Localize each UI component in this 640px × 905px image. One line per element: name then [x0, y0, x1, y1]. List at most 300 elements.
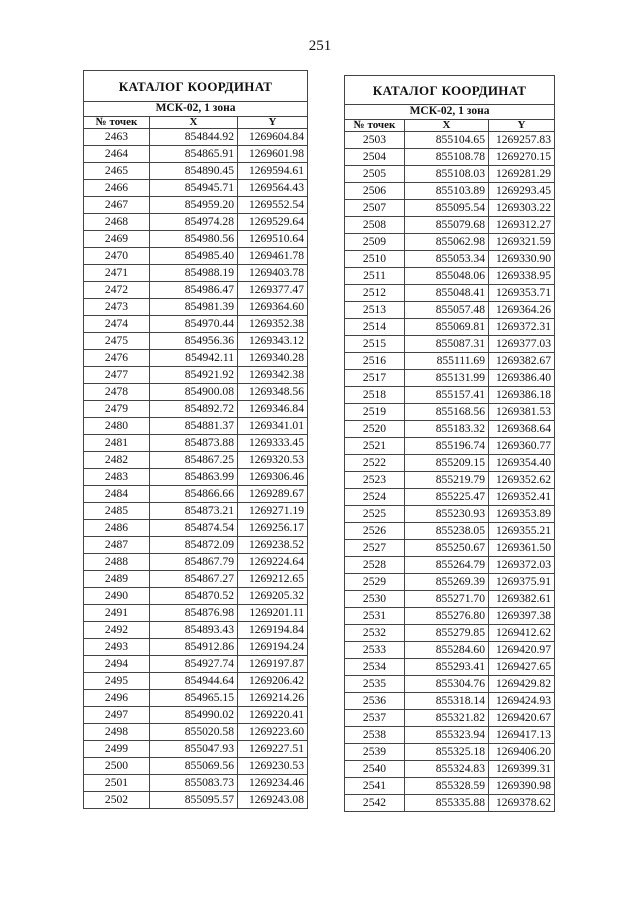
table-row [84, 520, 308, 537]
y-coordinate-cell: 1269214.26 [238, 690, 308, 707]
point-number-cell: 2537 [345, 710, 405, 727]
y-coordinate-cell: 1269205.32 [238, 588, 308, 605]
point-number-cell: 2542 [345, 795, 405, 812]
x-coordinate-cell: 855057.48 [405, 302, 489, 319]
point-number-cell: 2521 [345, 438, 405, 455]
point-number-cell: 2532 [345, 625, 405, 642]
y-coordinate-cell: 1269330.90 [489, 251, 555, 268]
y-coordinate-cell: 1269427.65 [489, 659, 555, 676]
zone-subtitle: МСК-02, 1 зона [345, 105, 555, 120]
x-coordinate-cell: 854990.02 [150, 707, 238, 724]
table-row [345, 166, 555, 183]
point-number-cell: 2498 [84, 724, 150, 741]
x-coordinate-cell: 855131.99 [405, 370, 489, 387]
x-coordinate-cell: 855108.78 [405, 149, 489, 166]
y-coordinate-cell: 1269341.01 [238, 418, 308, 435]
point-number-cell: 2539 [345, 744, 405, 761]
x-coordinate-cell: 855304.76 [405, 676, 489, 693]
table-row [84, 214, 308, 231]
x-coordinate-cell: 855325.18 [405, 744, 489, 761]
point-number-cell: 2506 [345, 183, 405, 200]
table-row [345, 404, 555, 421]
point-number-cell: 2501 [84, 775, 150, 792]
y-coordinate-cell: 1269281.29 [489, 166, 555, 183]
y-coordinate-cell: 1269604.84 [238, 129, 308, 146]
y-coordinate-cell: 1269227.51 [238, 741, 308, 758]
table-row [84, 452, 308, 469]
point-number-cell: 2535 [345, 676, 405, 693]
table-row [84, 571, 308, 588]
y-coordinate-cell: 1269354.40 [489, 455, 555, 472]
point-number-cell: 2486 [84, 520, 150, 537]
x-coordinate-cell: 855209.15 [405, 455, 489, 472]
table-row [345, 795, 555, 812]
x-coordinate-cell: 854844.92 [150, 129, 238, 146]
point-number-cell: 2487 [84, 537, 150, 554]
point-number-cell: 2529 [345, 574, 405, 591]
table-row [84, 435, 308, 452]
table-row [345, 642, 555, 659]
y-coordinate-cell: 1269564.43 [238, 180, 308, 197]
y-coordinate-cell: 1269342.38 [238, 367, 308, 384]
x-coordinate-cell: 855335.88 [405, 795, 489, 812]
point-number-cell: 2517 [345, 370, 405, 387]
y-coordinate-cell: 1269306.46 [238, 469, 308, 486]
y-coordinate-cell: 1269224.64 [238, 554, 308, 571]
y-coordinate-cell: 1269243.08 [238, 792, 308, 809]
column-header-y: Y [489, 120, 555, 132]
point-number-cell: 2505 [345, 166, 405, 183]
table-row [84, 537, 308, 554]
x-coordinate-cell: 855020.58 [150, 724, 238, 741]
point-number-cell: 2508 [345, 217, 405, 234]
y-coordinate-cell: 1269386.18 [489, 387, 555, 404]
x-coordinate-cell: 854900.08 [150, 384, 238, 401]
point-number-cell: 2488 [84, 554, 150, 571]
table-row [84, 486, 308, 503]
y-coordinate-cell: 1269289.67 [238, 486, 308, 503]
table-row [345, 285, 555, 302]
point-number-cell: 2480 [84, 418, 150, 435]
table-row [84, 605, 308, 622]
table-row [345, 132, 555, 149]
y-coordinate-cell: 1269293.45 [489, 183, 555, 200]
table-row [84, 554, 308, 571]
point-number-cell: 2538 [345, 727, 405, 744]
point-number-cell: 2530 [345, 591, 405, 608]
table-row [345, 625, 555, 642]
table-row [84, 129, 308, 146]
table-row [345, 370, 555, 387]
point-number-cell: 2497 [84, 707, 150, 724]
y-coordinate-cell: 1269382.61 [489, 591, 555, 608]
table-row [345, 523, 555, 540]
y-coordinate-cell: 1269397.38 [489, 608, 555, 625]
x-coordinate-cell: 854921.92 [150, 367, 238, 384]
y-coordinate-cell: 1269403.78 [238, 265, 308, 282]
x-coordinate-cell: 855293.41 [405, 659, 489, 676]
x-coordinate-cell: 855083.73 [150, 775, 238, 792]
y-coordinate-cell: 1269201.11 [238, 605, 308, 622]
column-header-x: X [150, 117, 238, 129]
table-row [84, 639, 308, 656]
column-header-y: Y [238, 117, 308, 129]
y-coordinate-cell: 1269197.87 [238, 656, 308, 673]
table-row [345, 353, 555, 370]
point-number-cell: 2468 [84, 214, 150, 231]
y-coordinate-cell: 1269194.84 [238, 622, 308, 639]
table-row [345, 268, 555, 285]
point-number-cell: 2531 [345, 608, 405, 625]
catalog-title: КАТАЛОГ КООРДИНАТ [345, 76, 555, 105]
y-coordinate-cell: 1269343.12 [238, 333, 308, 350]
point-number-cell: 2509 [345, 234, 405, 251]
y-coordinate-cell: 1269594.61 [238, 163, 308, 180]
point-number-cell: 2525 [345, 506, 405, 523]
point-number-cell: 2511 [345, 268, 405, 285]
y-coordinate-cell: 1269353.89 [489, 506, 555, 523]
y-coordinate-cell: 1269234.46 [238, 775, 308, 792]
y-coordinate-cell: 1269238.52 [238, 537, 308, 554]
point-number-cell: 2503 [345, 132, 405, 149]
column-header-x: X [405, 120, 489, 132]
y-coordinate-cell: 1269461.78 [238, 248, 308, 265]
y-coordinate-cell: 1269321.59 [489, 234, 555, 251]
y-coordinate-cell: 1269230.53 [238, 758, 308, 775]
x-coordinate-cell: 855196.74 [405, 438, 489, 455]
x-coordinate-cell: 854870.52 [150, 588, 238, 605]
table-row [345, 489, 555, 506]
point-number-cell: 2523 [345, 472, 405, 489]
point-number-cell: 2474 [84, 316, 150, 333]
x-coordinate-cell: 854867.27 [150, 571, 238, 588]
x-coordinate-cell: 854873.21 [150, 503, 238, 520]
point-number-cell: 2464 [84, 146, 150, 163]
table-row [84, 299, 308, 316]
y-coordinate-cell: 1269340.28 [238, 350, 308, 367]
table-row [84, 758, 308, 775]
y-coordinate-cell: 1269360.77 [489, 438, 555, 455]
table-row [84, 673, 308, 690]
x-coordinate-cell: 854981.39 [150, 299, 238, 316]
table-row [84, 231, 308, 248]
y-coordinate-cell: 1269399.31 [489, 761, 555, 778]
point-number-cell: 2514 [345, 319, 405, 336]
point-number-cell: 2479 [84, 401, 150, 418]
x-coordinate-cell: 855279.85 [405, 625, 489, 642]
table-row [84, 197, 308, 214]
table-row [84, 350, 308, 367]
x-coordinate-cell: 854986.47 [150, 282, 238, 299]
y-coordinate-cell: 1269338.95 [489, 268, 555, 285]
y-coordinate-cell: 1269223.60 [238, 724, 308, 741]
table-row [84, 180, 308, 197]
point-number-cell: 2478 [84, 384, 150, 401]
point-number-cell: 2469 [84, 231, 150, 248]
y-coordinate-cell: 1269194.24 [238, 639, 308, 656]
table-row [345, 149, 555, 166]
point-number-cell: 2489 [84, 571, 150, 588]
x-coordinate-cell: 855269.39 [405, 574, 489, 591]
x-coordinate-cell: 854890.45 [150, 163, 238, 180]
x-coordinate-cell: 855284.60 [405, 642, 489, 659]
table-row [84, 248, 308, 265]
y-coordinate-cell: 1269420.67 [489, 710, 555, 727]
table-row [84, 588, 308, 605]
x-coordinate-cell: 855048.06 [405, 268, 489, 285]
table-row [84, 333, 308, 350]
x-coordinate-cell: 854893.43 [150, 622, 238, 639]
table-row [84, 622, 308, 639]
x-coordinate-cell: 855111.69 [405, 353, 489, 370]
table-row [84, 690, 308, 707]
y-coordinate-cell: 1269352.41 [489, 489, 555, 506]
y-coordinate-cell: 1269375.91 [489, 574, 555, 591]
point-number-cell: 2475 [84, 333, 150, 350]
point-number-cell: 2494 [84, 656, 150, 673]
x-coordinate-cell: 854980.56 [150, 231, 238, 248]
x-coordinate-cell: 854865.91 [150, 146, 238, 163]
x-coordinate-cell: 855095.57 [150, 792, 238, 809]
table-row [345, 319, 555, 336]
point-number-cell: 2471 [84, 265, 150, 282]
point-number-cell: 2524 [345, 489, 405, 506]
y-coordinate-cell: 1269364.26 [489, 302, 555, 319]
table-row [84, 775, 308, 792]
table-row [345, 251, 555, 268]
point-number-cell: 2519 [345, 404, 405, 421]
y-coordinate-cell: 1269372.03 [489, 557, 555, 574]
y-coordinate-cell: 1269212.65 [238, 571, 308, 588]
table-row [345, 608, 555, 625]
point-number-cell: 2499 [84, 741, 150, 758]
x-coordinate-cell: 854945.71 [150, 180, 238, 197]
table-row [345, 710, 555, 727]
x-coordinate-cell: 854892.72 [150, 401, 238, 418]
point-number-cell: 2495 [84, 673, 150, 690]
point-number-cell: 2526 [345, 523, 405, 540]
table-row [345, 234, 555, 251]
point-number-cell: 2466 [84, 180, 150, 197]
table-row [84, 724, 308, 741]
table-row [345, 574, 555, 591]
table-row [345, 472, 555, 489]
point-number-cell: 2510 [345, 251, 405, 268]
x-coordinate-cell: 855271.70 [405, 591, 489, 608]
table-row [84, 163, 308, 180]
table-row [345, 387, 555, 404]
y-coordinate-cell: 1269346.84 [238, 401, 308, 418]
table-row [84, 741, 308, 758]
x-coordinate-cell: 854863.99 [150, 469, 238, 486]
point-number-cell: 2541 [345, 778, 405, 795]
point-number-cell: 2482 [84, 452, 150, 469]
table-row [345, 540, 555, 557]
x-coordinate-cell: 855321.82 [405, 710, 489, 727]
x-coordinate-cell: 855219.79 [405, 472, 489, 489]
point-number-cell: 2507 [345, 200, 405, 217]
table-row [345, 676, 555, 693]
x-coordinate-cell: 854866.66 [150, 486, 238, 503]
x-coordinate-cell: 854970.44 [150, 316, 238, 333]
x-coordinate-cell: 855108.03 [405, 166, 489, 183]
y-coordinate-cell: 1269552.54 [238, 197, 308, 214]
y-coordinate-cell: 1269270.15 [489, 149, 555, 166]
x-coordinate-cell: 854974.28 [150, 214, 238, 231]
point-number-cell: 2496 [84, 690, 150, 707]
y-coordinate-cell: 1269377.47 [238, 282, 308, 299]
y-coordinate-cell: 1269377.03 [489, 336, 555, 353]
catalog-rows-left [84, 129, 308, 809]
catalog-rows-right [345, 132, 555, 812]
point-number-cell: 2527 [345, 540, 405, 557]
table-row [345, 183, 555, 200]
table-row [84, 469, 308, 486]
x-coordinate-cell: 854874.54 [150, 520, 238, 537]
x-coordinate-cell: 855048.41 [405, 285, 489, 302]
point-number-cell: 2512 [345, 285, 405, 302]
x-coordinate-cell: 855069.81 [405, 319, 489, 336]
x-coordinate-cell: 854944.64 [150, 673, 238, 690]
y-coordinate-cell: 1269378.62 [489, 795, 555, 812]
point-number-cell: 2536 [345, 693, 405, 710]
y-coordinate-cell: 1269348.56 [238, 384, 308, 401]
y-coordinate-cell: 1269312.27 [489, 217, 555, 234]
x-coordinate-cell: 854988.19 [150, 265, 238, 282]
x-coordinate-cell: 854912.86 [150, 639, 238, 656]
y-coordinate-cell: 1269364.60 [238, 299, 308, 316]
table-row [84, 503, 308, 520]
y-coordinate-cell: 1269420.97 [489, 642, 555, 659]
point-number-cell: 2520 [345, 421, 405, 438]
table-row [345, 455, 555, 472]
table-row [345, 727, 555, 744]
point-number-cell: 2465 [84, 163, 150, 180]
table-row [345, 200, 555, 217]
point-number-cell: 2492 [84, 622, 150, 639]
table-row [345, 557, 555, 574]
x-coordinate-cell: 855328.59 [405, 778, 489, 795]
y-coordinate-cell: 1269333.45 [238, 435, 308, 452]
point-number-cell: 2534 [345, 659, 405, 676]
point-number-cell: 2481 [84, 435, 150, 452]
table-row [345, 336, 555, 353]
x-coordinate-cell: 854942.11 [150, 350, 238, 367]
table-row [345, 302, 555, 319]
y-coordinate-cell: 1269390.98 [489, 778, 555, 795]
table-row [84, 367, 308, 384]
table-row [345, 761, 555, 778]
point-number-cell: 2515 [345, 336, 405, 353]
y-coordinate-cell: 1269256.17 [238, 520, 308, 537]
x-coordinate-cell: 855053.34 [405, 251, 489, 268]
point-number-cell: 2473 [84, 299, 150, 316]
point-number-cell: 2493 [84, 639, 150, 656]
x-coordinate-cell: 855095.54 [405, 200, 489, 217]
y-coordinate-cell: 1269417.13 [489, 727, 555, 744]
point-number-cell: 2518 [345, 387, 405, 404]
table-row [345, 217, 555, 234]
x-coordinate-cell: 855276.80 [405, 608, 489, 625]
table-row [84, 316, 308, 333]
column-header-point-number: № точек [345, 120, 405, 132]
table-row [345, 659, 555, 676]
point-number-cell: 2477 [84, 367, 150, 384]
table-row [84, 707, 308, 724]
x-coordinate-cell: 855324.83 [405, 761, 489, 778]
x-coordinate-cell: 855238.05 [405, 523, 489, 540]
x-coordinate-cell: 854927.74 [150, 656, 238, 673]
y-coordinate-cell: 1269601.98 [238, 146, 308, 163]
y-coordinate-cell: 1269206.42 [238, 673, 308, 690]
point-number-cell: 2467 [84, 197, 150, 214]
point-number-cell: 2491 [84, 605, 150, 622]
x-coordinate-cell: 855103.89 [405, 183, 489, 200]
y-coordinate-cell: 1269352.62 [489, 472, 555, 489]
x-coordinate-cell: 855079.68 [405, 217, 489, 234]
y-coordinate-cell: 1269529.64 [238, 214, 308, 231]
point-number-cell: 2522 [345, 455, 405, 472]
coordinate-catalog-table-left [83, 70, 308, 809]
table-row [345, 744, 555, 761]
x-coordinate-cell: 855250.67 [405, 540, 489, 557]
x-coordinate-cell: 855264.79 [405, 557, 489, 574]
x-coordinate-cell: 855087.31 [405, 336, 489, 353]
x-coordinate-cell: 854959.20 [150, 197, 238, 214]
point-number-cell: 2502 [84, 792, 150, 809]
table-row [84, 656, 308, 673]
x-coordinate-cell: 854985.40 [150, 248, 238, 265]
x-coordinate-cell: 855225.47 [405, 489, 489, 506]
y-coordinate-cell: 1269303.22 [489, 200, 555, 217]
x-coordinate-cell: 855069.56 [150, 758, 238, 775]
point-number-cell: 2504 [345, 149, 405, 166]
y-coordinate-cell: 1269352.38 [238, 316, 308, 333]
table-row [345, 506, 555, 523]
y-coordinate-cell: 1269424.93 [489, 693, 555, 710]
y-coordinate-cell: 1269361.50 [489, 540, 555, 557]
point-number-cell: 2516 [345, 353, 405, 370]
point-number-cell: 2463 [84, 129, 150, 146]
x-coordinate-cell: 855323.94 [405, 727, 489, 744]
x-coordinate-cell: 855104.65 [405, 132, 489, 149]
table-row [345, 778, 555, 795]
table-row [84, 146, 308, 163]
y-coordinate-cell: 1269382.67 [489, 353, 555, 370]
point-number-cell: 2500 [84, 758, 150, 775]
y-coordinate-cell: 1269271.19 [238, 503, 308, 520]
x-coordinate-cell: 855230.93 [405, 506, 489, 523]
x-coordinate-cell: 855157.41 [405, 387, 489, 404]
page-number: 251 [308, 38, 332, 54]
y-coordinate-cell: 1269412.62 [489, 625, 555, 642]
x-coordinate-cell: 855183.32 [405, 421, 489, 438]
point-number-cell: 2470 [84, 248, 150, 265]
point-number-cell: 2485 [84, 503, 150, 520]
y-coordinate-cell: 1269510.64 [238, 231, 308, 248]
y-coordinate-cell: 1269355.21 [489, 523, 555, 540]
table-row [345, 591, 555, 608]
point-number-cell: 2513 [345, 302, 405, 319]
table-row [84, 384, 308, 401]
y-coordinate-cell: 1269353.71 [489, 285, 555, 302]
zone-subtitle: МСК-02, 1 зона [84, 102, 308, 117]
y-coordinate-cell: 1269220.41 [238, 707, 308, 724]
y-coordinate-cell: 1269368.64 [489, 421, 555, 438]
y-coordinate-cell: 1269429.82 [489, 676, 555, 693]
x-coordinate-cell: 854965.15 [150, 690, 238, 707]
x-coordinate-cell: 854873.88 [150, 435, 238, 452]
